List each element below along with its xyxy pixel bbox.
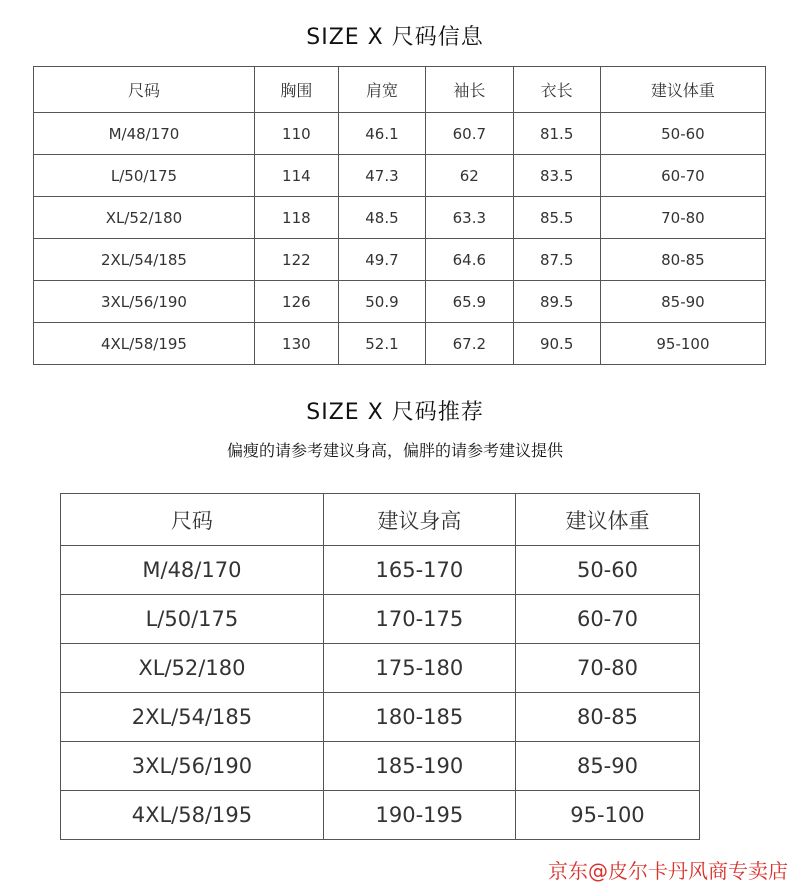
cell-size: 2XL/54/185 xyxy=(34,239,255,281)
cell-weight: 70-80 xyxy=(515,644,699,693)
cell-length: 90.5 xyxy=(513,323,600,365)
header-height: 建议身高 xyxy=(323,494,515,546)
store-watermark: 京东@皮尔卡丹风商专卖店 xyxy=(548,859,788,883)
cell-weight: 50-60 xyxy=(515,546,699,595)
cell-weight: 85-90 xyxy=(600,281,765,323)
size-info-title: SIZE X 尺码信息 xyxy=(306,25,484,50)
cell-weight: 60-70 xyxy=(515,595,699,644)
cell-chest: 122 xyxy=(254,239,338,281)
table-row xyxy=(61,791,700,840)
cell-weight: 70-80 xyxy=(600,197,765,239)
cell-size: M/48/170 xyxy=(61,546,324,595)
size-recommend-title: SIZE X 尺码推荐 xyxy=(306,400,484,425)
header-size: 尺码 xyxy=(61,494,324,546)
table-row xyxy=(61,742,700,791)
header-length: 衣长 xyxy=(513,67,600,113)
table-row xyxy=(34,281,766,323)
table-row xyxy=(61,546,700,595)
cell-sleeve: 63.3 xyxy=(426,197,513,239)
cell-size: L/50/175 xyxy=(61,595,324,644)
cell-chest: 118 xyxy=(254,197,338,239)
cell-height: 170-175 xyxy=(323,595,515,644)
cell-length: 81.5 xyxy=(513,113,600,155)
header-sleeve: 袖长 xyxy=(426,67,513,113)
cell-height: 185-190 xyxy=(323,742,515,791)
cell-height: 180-185 xyxy=(323,693,515,742)
cell-shoulder: 52.1 xyxy=(338,323,425,365)
cell-length: 85.5 xyxy=(513,197,600,239)
cell-size: L/50/175 xyxy=(34,155,255,197)
table-row xyxy=(61,644,700,693)
cell-shoulder: 50.9 xyxy=(338,281,425,323)
table-row xyxy=(34,155,766,197)
cell-sleeve: 64.6 xyxy=(426,239,513,281)
table-row xyxy=(34,113,766,155)
header-shoulder: 肩宽 xyxy=(338,67,425,113)
size-info-table xyxy=(33,66,766,365)
cell-sleeve: 62 xyxy=(426,155,513,197)
cell-size: 3XL/56/190 xyxy=(34,281,255,323)
cell-height: 175-180 xyxy=(323,644,515,693)
cell-weight: 50-60 xyxy=(600,113,765,155)
cell-length: 83.5 xyxy=(513,155,600,197)
cell-chest: 114 xyxy=(254,155,338,197)
cell-weight: 95-100 xyxy=(600,323,765,365)
table-header-row xyxy=(61,494,700,546)
size-recommend-table xyxy=(60,493,700,840)
header-weight: 建议体重 xyxy=(515,494,699,546)
cell-sleeve: 60.7 xyxy=(426,113,513,155)
cell-height: 190-195 xyxy=(323,791,515,840)
cell-chest: 130 xyxy=(254,323,338,365)
table-row xyxy=(61,595,700,644)
cell-shoulder: 47.3 xyxy=(338,155,425,197)
cell-size: 4XL/58/195 xyxy=(61,791,324,840)
table-row xyxy=(61,693,700,742)
cell-chest: 110 xyxy=(254,113,338,155)
cell-height: 165-170 xyxy=(323,546,515,595)
cell-weight: 80-85 xyxy=(515,693,699,742)
cell-size: 2XL/54/185 xyxy=(61,693,324,742)
table-row xyxy=(34,323,766,365)
cell-size: M/48/170 xyxy=(34,113,255,155)
header-chest: 胸围 xyxy=(254,67,338,113)
cell-sleeve: 67.2 xyxy=(426,323,513,365)
cell-shoulder: 49.7 xyxy=(338,239,425,281)
cell-chest: 126 xyxy=(254,281,338,323)
cell-size: XL/52/180 xyxy=(34,197,255,239)
cell-weight: 95-100 xyxy=(515,791,699,840)
cell-shoulder: 48.5 xyxy=(338,197,425,239)
cell-weight: 60-70 xyxy=(600,155,765,197)
cell-weight: 80-85 xyxy=(600,239,765,281)
cell-length: 87.5 xyxy=(513,239,600,281)
table-row xyxy=(34,197,766,239)
header-size: 尺码 xyxy=(34,67,255,113)
size-recommend-subtitle: 偏瘦的请参考建议身高，偏胖的请参考建议提供 xyxy=(226,441,563,460)
cell-length: 89.5 xyxy=(513,281,600,323)
cell-shoulder: 46.1 xyxy=(338,113,425,155)
table-row xyxy=(34,239,766,281)
cell-size: 4XL/58/195 xyxy=(34,323,255,365)
header-weight: 建议体重 xyxy=(600,67,765,113)
cell-weight: 85-90 xyxy=(515,742,699,791)
cell-sleeve: 65.9 xyxy=(426,281,513,323)
cell-size: XL/52/180 xyxy=(61,644,324,693)
cell-size: 3XL/56/190 xyxy=(61,742,324,791)
table-header-row xyxy=(34,67,766,113)
